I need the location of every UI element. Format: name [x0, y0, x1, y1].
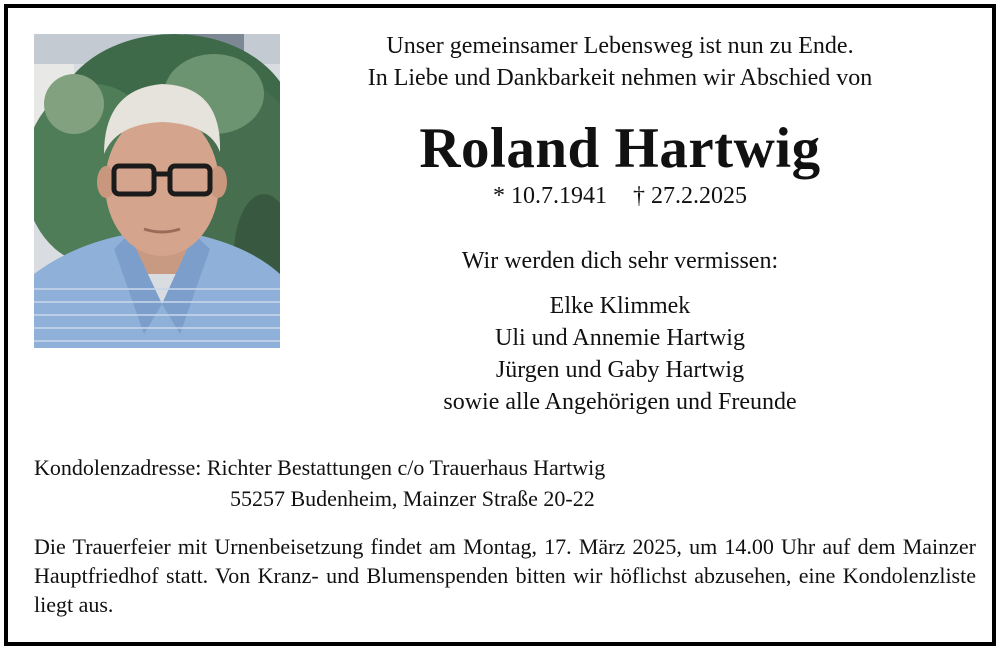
- birth-date: * 10.7.1941: [493, 183, 607, 209]
- intro-line: Unser gemeinsamer Lebensweg ist nun zu Ende.: [386, 33, 854, 59]
- death-date: † 27.2.2025: [633, 183, 747, 209]
- mourner: Uli und Annemie Hartwig: [495, 325, 745, 351]
- condolence-line: 55257 Budenheim, Mainzer Straße 20-22: [230, 486, 595, 511]
- mourner: Jürgen und Gaby Hartwig: [495, 357, 745, 383]
- condolence-line: Kondolenzadresse: Richter Bestattungen c/o Trauerhaus Hartwig: [34, 455, 606, 480]
- funeral-info: Die Trauerfeier mit Urnenbeisetzung findet am Montag, 17. März 2025, um 14.00 Uhr auf dem Mainzer Hauptfriedhof statt. Von Kranz- und Blumenspenden bitten wir höflichst abzusehen, eine Kondolenzliste liegt aus.: [34, 534, 976, 617]
- condolence-address: [34, 452, 605, 514]
- intro-text: [300, 30, 940, 94]
- mourners-list: [300, 290, 940, 418]
- deceased-name: Roland Hartwig: [419, 117, 821, 180]
- mourner: Elke Klimmek: [549, 293, 691, 319]
- mourner: sowie alle Angehörigen und Freunde: [443, 389, 797, 415]
- miss-line: Wir werden dich sehr vermissen:: [461, 248, 779, 274]
- portrait-photo: [34, 34, 280, 348]
- intro-line: In Liebe und Dankbarkeit nehmen wir Abschied von: [367, 65, 873, 91]
- life-dates: [300, 180, 940, 212]
